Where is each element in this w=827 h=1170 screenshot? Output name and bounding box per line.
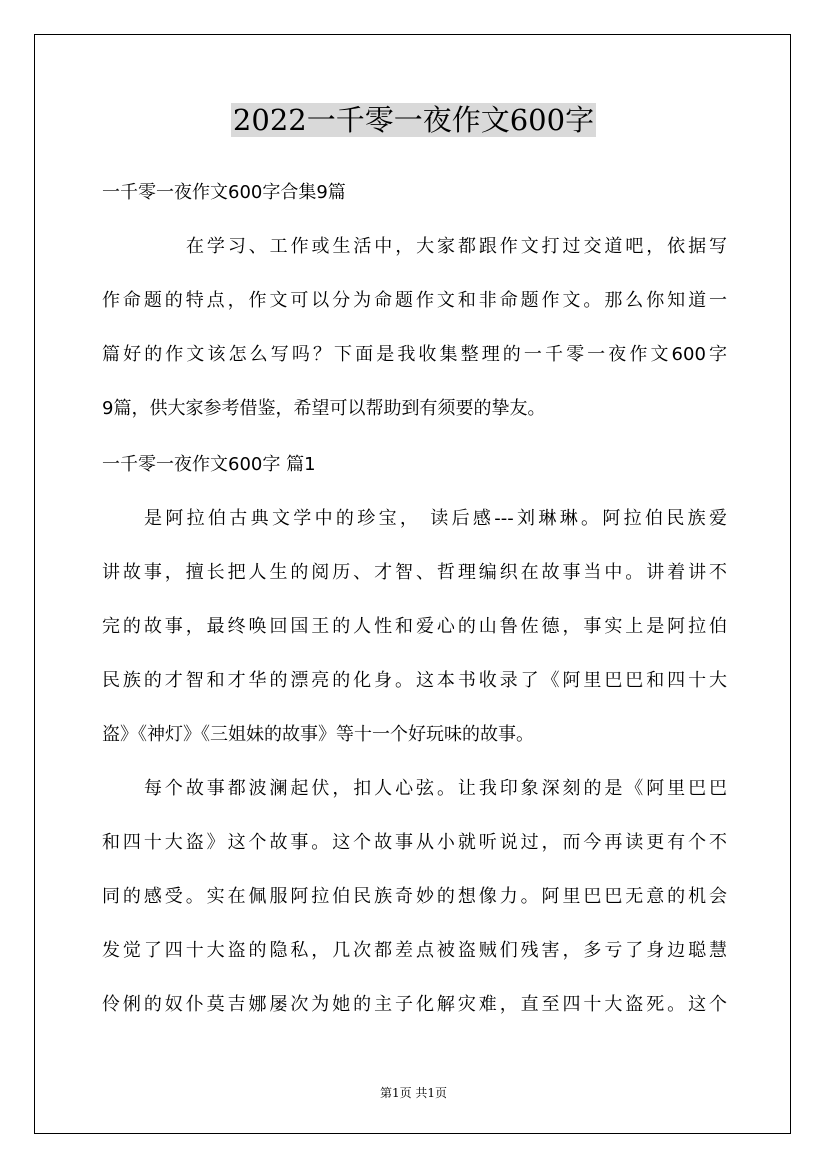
paragraph-line: 讲故事，擅长把人生的阅历、才智、哲理编织在故事当中。讲着讲不 (102, 562, 727, 583)
paragraph-line: 是阿拉伯古典文学中的珍宝， 读后感---刘琳琳。阿拉伯民族爱 (144, 508, 727, 529)
document-title (0, 100, 827, 140)
paragraph-line: 同的感受。实在佩服阿拉伯民族奇妙的想像力。阿里巴巴无意的机会 (102, 886, 727, 907)
paragraph-line: 伶俐的奴仆莫吉娜屡次为她的主子化解灾难，直至四十大盗死。这个 (102, 994, 727, 1015)
page-footer: 第1页 共1页 (379, 1086, 448, 1100)
paragraph-line: 发觉了四十大盗的隐私，几次都差点被盗贼们残害，多亏了身边聪慧 (102, 940, 727, 961)
intro-line: 篇好的作文该怎么写吗？下面是我收集整理的一千零一夜作文600字 (102, 344, 727, 365)
intro-line: 在学习、工作或生活中，大家都跟作文打过交道吧，依据写 (186, 236, 727, 257)
intro-line: 9篇，供大家参考借鉴，希望可以帮助到有须要的挚友。 (102, 398, 546, 419)
paragraph-line: 民族的才智和才华的漂亮的化身。这本书收录了《阿里巴巴和四十大 (102, 670, 727, 691)
paragraph-line: 完的故事，最终唤回国王的人性和爱心的山鲁佐德，事实上是阿拉伯 (102, 616, 727, 637)
title-text: 2022一千零一夜作文600字 (232, 103, 595, 137)
subtitle: 一千零一夜作文600字合集9篇 (102, 182, 346, 203)
paragraph-line: 和四十大盗》这个故事。这个故事从小就听说过，而今再读更有个不 (102, 832, 727, 853)
intro-line: 作命题的特点，作文可以分为命题作文和非命题作文。那么你知道一 (102, 290, 727, 311)
paragraph-line: 盗》《神灯》《三姐妹的故事》等十一个好玩味的故事。 (102, 724, 534, 745)
section-heading: 一千零一夜作文600字 篇1 (102, 454, 316, 475)
paragraph-line: 每个故事都波澜起伏，扣人心弦。让我印象深刻的是《阿里巴巴 (144, 778, 727, 799)
